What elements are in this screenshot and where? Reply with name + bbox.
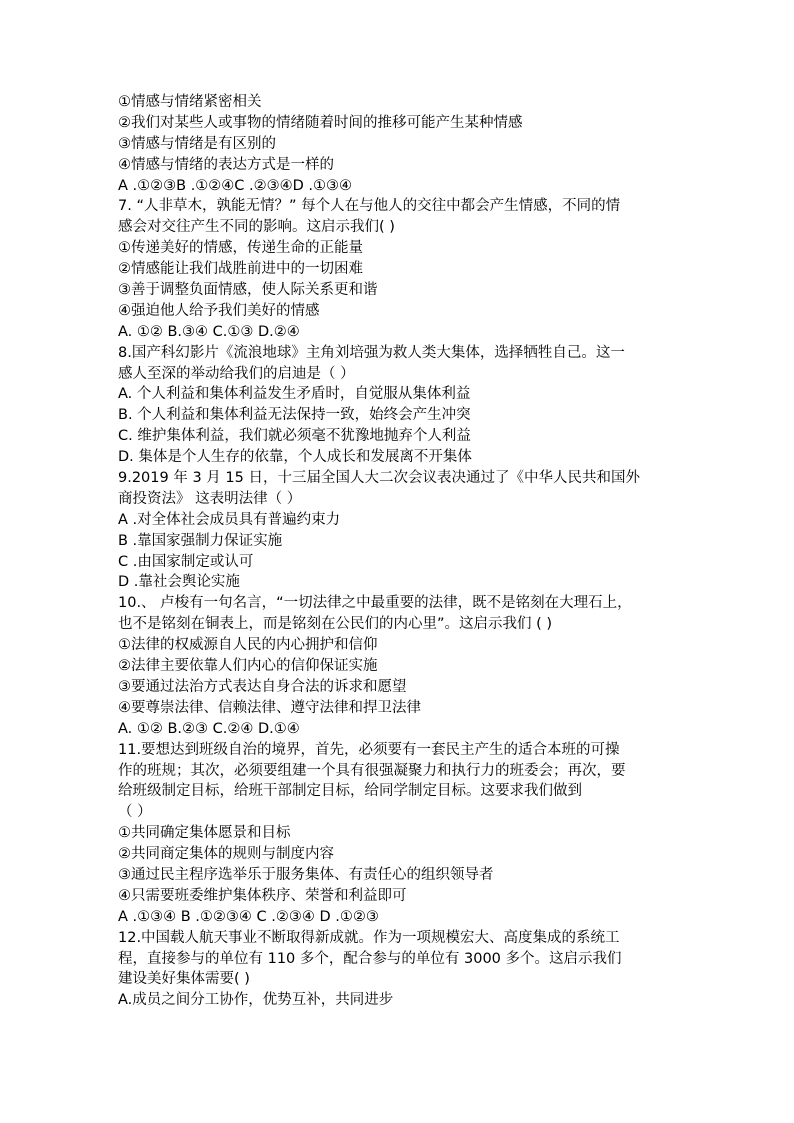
text-line: 商投资法》 这表明法律（ ） xyxy=(118,490,302,507)
text-line: ①情感与情绪紧密相关 xyxy=(118,94,262,110)
text-line: ④情感与情绪的表达方式是一样的 xyxy=(118,156,334,173)
text-line: A. ①② B.③④ C.①③ D.②④ xyxy=(118,323,300,340)
text-line: D. 集体是个人生存的依靠，个人成长和发展离不开集体 xyxy=(118,449,472,466)
text-line: C .由国家制定或认可 xyxy=(118,553,254,570)
text-line: ①法律的权威源自人民的内心拥护和信仰 xyxy=(118,637,378,654)
text-line: A. 个人利益和集体利益发生矛盾时，自觉服从集体利益 xyxy=(118,386,471,403)
text-line: ④强迫他人给予我们美好的情感 xyxy=(118,302,320,319)
text-line: D .靠社会舆论实施 xyxy=(118,574,240,591)
text-line: ④要尊崇法律、信赖法律、遵守法律和捍卫法律 xyxy=(118,699,421,716)
text-line: 9.2019 年 3 月 15 日，十三届全国人大二次会议表决通过了《中华人民共和国外 xyxy=(118,470,640,487)
text-line: A.成员之间分工协作，优势互补，共同进步 xyxy=(118,992,394,1009)
text-line: ③情感与情绪是有区别的 xyxy=(118,135,276,152)
text-line: ①共同确定集体愿景和目标 xyxy=(118,825,291,842)
text-line: 感人至深的举动给我们的启迪是（ ） xyxy=(118,365,355,382)
text-line: 感会对交往产生不同的影响。这启示我们( ) xyxy=(118,219,395,236)
text-line: C. 维护集体利益，我们就必须毫不犹豫地抛弃个人利益 xyxy=(118,428,471,445)
document-page xyxy=(118,92,690,1011)
text-line: ④只需要班委维护集体秩序、荣誉和利益即可 xyxy=(118,887,407,904)
text-line: ②我们对某些人或事物的情绪随着时间的推移可能产生某种情感 xyxy=(118,114,523,131)
text-line: （ ） xyxy=(118,804,152,821)
text-line: ②法律主要依靠人们内心的信仰保证实施 xyxy=(118,658,378,675)
text-line: A .①③④ B .①②③④ C .②③④ D .①②③ xyxy=(118,908,379,925)
text-line: 11.要想达到班级自治的境界，首先，必须要有一套民主产生的适合本班的可操 xyxy=(118,741,620,758)
text-line: A. ①② B.②③ C.②④ D.①④ xyxy=(118,720,300,737)
text-line: ③要通过法治方式表达自身合法的诉求和愿望 xyxy=(118,678,407,695)
text-line: B .靠国家强制力保证实施 xyxy=(118,532,283,549)
text-line: 给班级制定目标，给班干部制定目标，给同学制定目标。这要求我们做到 xyxy=(118,783,582,800)
text-line: ③善于调整负面情感，使人际关系更和谐 xyxy=(118,282,378,299)
text-line: A .对全体社会成员具有普遍约束力 xyxy=(118,511,341,528)
text-line: 10.、 卢梭有一句名言，“一切法律之中最重要的法律，既不是铭刻在大理石上， xyxy=(118,595,632,612)
text-line: 8.国产科幻影片《流浪地球》主角刘培强为救人类大集体，选择牺牲自己。这一 xyxy=(118,344,625,361)
text-line: ②情感能让我们战胜前进中的一切困难 xyxy=(118,261,363,278)
text-line: 7. “人非草木，孰能无情？” 每个人在与他人的交往中都会产生情感，不同的情 xyxy=(118,198,621,215)
text-line: ③通过民主程序选举乐于服务集体、有责任心的组织领导者 xyxy=(118,866,494,883)
text-line: 建设美好集体需要( ) xyxy=(118,971,250,988)
text-line: 程，直接参与的单位有 110 多个，配合参与的单位有 3000 多个。这启示我们 xyxy=(118,950,622,967)
text-line: 也不是铭刻在铜表上，而是铭刻在公民们的内心里”。这启示我们 ( ) xyxy=(118,616,553,633)
text-line: A .①②③B .①②④C .②③④D .①③④ xyxy=(118,177,353,194)
text-line: 12.中国载人航天事业不断取得新成就。作为一项规模宏大、高度集成的系统工 xyxy=(118,929,620,946)
text-line: ②共同商定集体的规则与制度内容 xyxy=(118,846,334,863)
text-line: ①传递美好的情感，传递生命的正能量 xyxy=(118,240,363,257)
text-line: 作的班规；其次，必须要组建一个具有很强凝聚力和执行力的班委会；再次，要 xyxy=(118,762,626,779)
text-line: B. 个人利益和集体利益无法保持一致，始终会产生冲突 xyxy=(118,407,471,424)
